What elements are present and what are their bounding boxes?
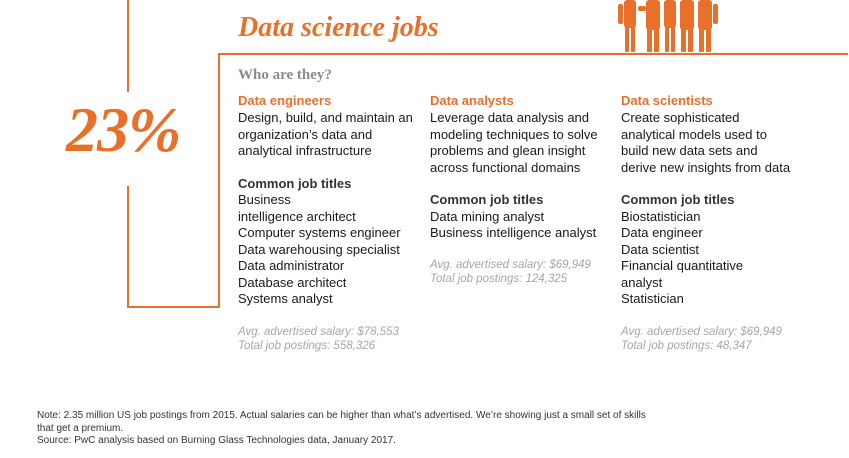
frame-line-bottom [127, 306, 220, 308]
total-postings: Total job postings: 124,325 [430, 273, 568, 285]
list-item: Statistician [621, 291, 684, 306]
job-titles-list [238, 192, 418, 308]
job-titles-heading: Common job titles [430, 192, 544, 207]
column-stats [430, 258, 610, 287]
frame-line-inner-left [218, 53, 220, 308]
frame-line-left-bottom [127, 186, 129, 308]
job-titles-list [621, 209, 791, 308]
column-description: Leverage data analysis and modeling techniques to solve problems and glean insight across functional domains [430, 110, 598, 175]
column-data-scientists [621, 93, 791, 354]
list-item: Data administrator [238, 258, 345, 273]
list-item: Business intelligence architect [238, 192, 356, 224]
list-item: Data scientist [621, 241, 700, 257]
page-subtitle: Who are they? [238, 67, 332, 83]
column-stats [238, 325, 418, 354]
avg-salary: Avg. advertised salary: $69,949 [621, 325, 782, 338]
column-stats [621, 325, 791, 354]
avg-salary: Avg. advertised salary: $78,553 [238, 325, 399, 338]
job-titles-heading: Common job titles [621, 192, 735, 207]
job-titles-heading: Common job titles [238, 175, 352, 191]
avg-salary: Avg. advertised salary: $69,949 [430, 258, 591, 271]
list-item: Database architect [238, 274, 347, 290]
frame-line-left-top [127, 0, 129, 92]
list-item: Data mining analyst [430, 208, 545, 224]
list-item: Financial quantitative analyst [621, 258, 744, 290]
footnote [37, 410, 657, 448]
list-item: Data engineer [621, 225, 703, 240]
column-data-engineers [238, 93, 418, 354]
column-heading: Data scientists [621, 93, 713, 108]
footnote-source: Source: PwC analysis based on Burning Glass Technologies data, January 2017. [37, 435, 396, 446]
total-postings: Total job postings: 48,347 [621, 340, 752, 352]
column-heading: Data engineers [238, 93, 332, 108]
list-item: Computer systems engineer [238, 225, 401, 240]
column-data-analysts [430, 93, 610, 287]
people-silhouettes-icon [616, 0, 736, 55]
column-description: Design, build, and maintain an organization’s data and analytical infrastructure [238, 110, 413, 158]
list-item: Data warehousing specialist [238, 241, 400, 257]
list-item: Biostatistician [621, 208, 701, 224]
list-item: Systems analyst [238, 291, 333, 306]
column-heading: Data analysts [430, 93, 514, 108]
job-titles-list [430, 209, 610, 242]
list-item: Business intelligence analyst [430, 225, 597, 240]
total-postings: Total job postings: 558,326 [238, 340, 376, 352]
headline-percent: 23% [66, 94, 181, 165]
column-description: Create sophisticated analytical models used to build new data sets and derive new insights from data [621, 110, 791, 175]
page-title: Data science jobs [238, 12, 439, 43]
footnote-note: Note: 2.35 million US job postings from 2015. Actual salaries can be higher than what’s advertised. We’re showing just a small set of skills that get a premium. [37, 410, 646, 434]
frame-line-top [218, 53, 848, 55]
